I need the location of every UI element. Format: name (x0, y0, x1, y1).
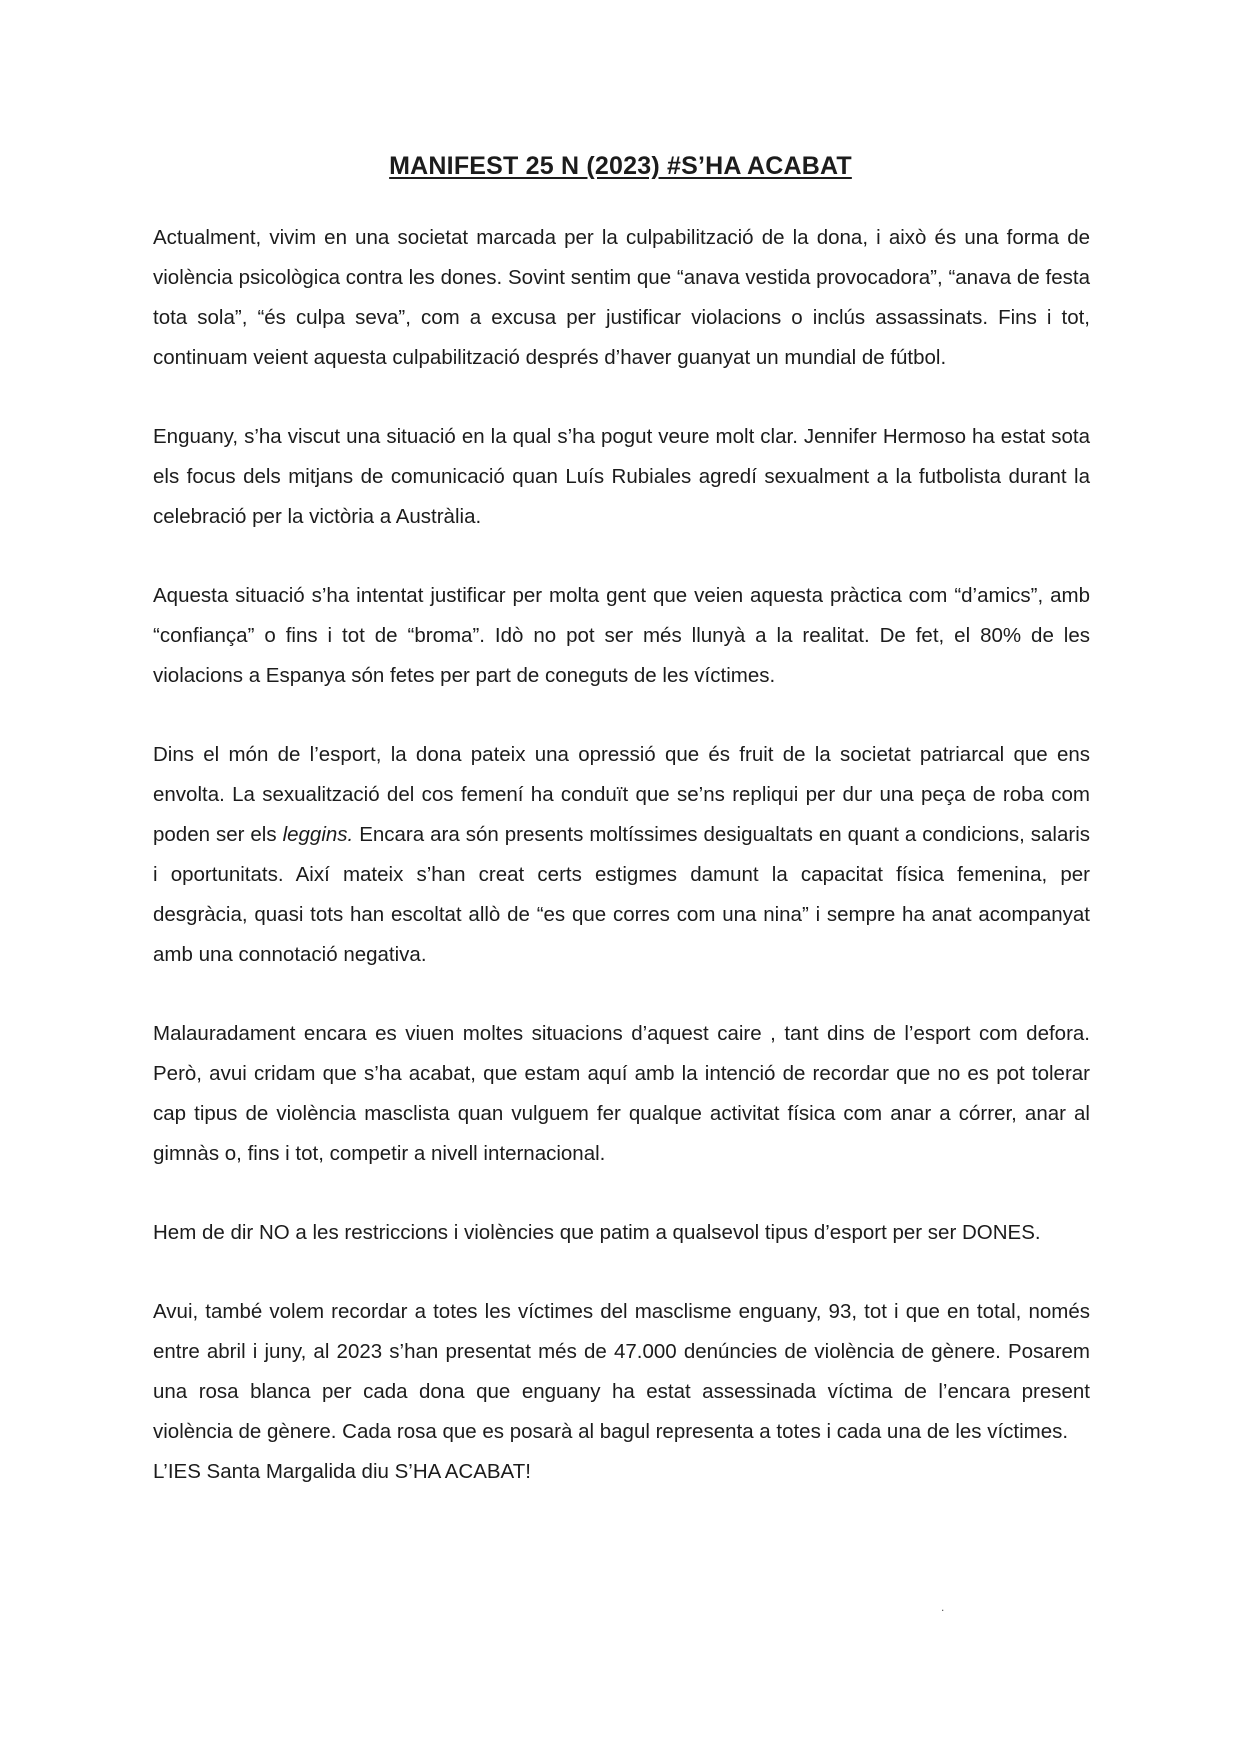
document-body (153, 218, 1090, 1492)
paragraph-malauradament: Malauradament encara es viuen moltes situacions d’aquest caire , tant dins de l’esport com defora. Però, avui cridam que s’ha acabat, que estam aquí amb la intenció de recordar que no es pot tolerar cap tipus de violència masclista quan vulguem fer qualque activitat física com anar a córrer, anar al gimnàs o, fins i tot, competir a nivell internacional. (153, 1022, 1090, 1165)
scan-speck: . (941, 1600, 945, 1614)
paragraph-esport (153, 735, 1090, 975)
paragraph-justificacio: Aquesta situació s’ha intentat justificar per molta gent que veien aquesta pràctica com “d’amics”, amb “confiança” o fins i tot de “broma”. Idò no pot ser més llunyà a la realitat. De fet, el 80% de les violacions a Espanya són fetes per part de coneguts de les víctimes. (153, 584, 1090, 687)
paragraph-hermoso: Enguany, s’ha viscut una situació en la qual s’ha pogut veure molt clar. Jennifer Hermoso ha estat sota els focus dels mitjans de comunicació quan Luís Rubiales agredí sexualment a la futbolista durant la celebració per la victòria a Austràlia. (153, 425, 1090, 528)
paragraph-culpabilitzacio: Actualment, vivim en una societat marcada per la culpabilització de la dona, i això és una forma de violència psicològica contra les dones. Sovint sentim que “anava vestida provocadora”, “anava de festa tota sola”, “és culpa seva”, com a excusa per justificar violacions o inclús assassinats. Fins i tot, continuam veient aquesta culpabilització després d’haver guanyat un mundial de fútbol. (153, 226, 1090, 369)
closing-line: L’IES Santa Margalida diu S’HA ACABAT! (153, 1460, 531, 1483)
document-title: MANIFEST 25 N (2023) #S’HA ACABAT (389, 152, 852, 180)
paragraph-victimes: Avui, també volem recordar a totes les víctimes del masclisme enguany, 93, tot i que en total, només entre abril i juny, al 2023 s’han presentat més de 47.000 denúncies de violència de gènere. Posarem una rosa blanca per cada dona que enguany ha estat assessinada víctima de l’encara present violència de gènere. Cada rosa que es posarà al bagul representa a totes i cada una de les víctimes. (153, 1300, 1090, 1443)
paragraph-esport-part1: Dins el món de l’esport, la dona pateix una opressió que és fruit de la societat patriarcal que ens envolta. La sexualització del cos femení ha conduït que se’ns repliqui per dur una peça de roba com poden ser els (153, 743, 1090, 846)
paragraph-esport-part2: Encara ara són presents moltíssimes desigualtats en quant a condicions, salaris i oportunitats. Així mateix s’han creat certs estigmes damunt la capacitat física femenina, per desgràcia, quasi tots han escoltat allò de “es que corres com una nina” i sempre ha anat acompanyat amb una connotació negativa. (153, 823, 1090, 966)
paragraph-dir-no: Hem de dir NO a les restriccions i violències que patim a qualsevol tipus d’esport per ser DONES. (153, 1221, 1041, 1244)
paragraph-esport-italic: leggins. (282, 823, 354, 846)
